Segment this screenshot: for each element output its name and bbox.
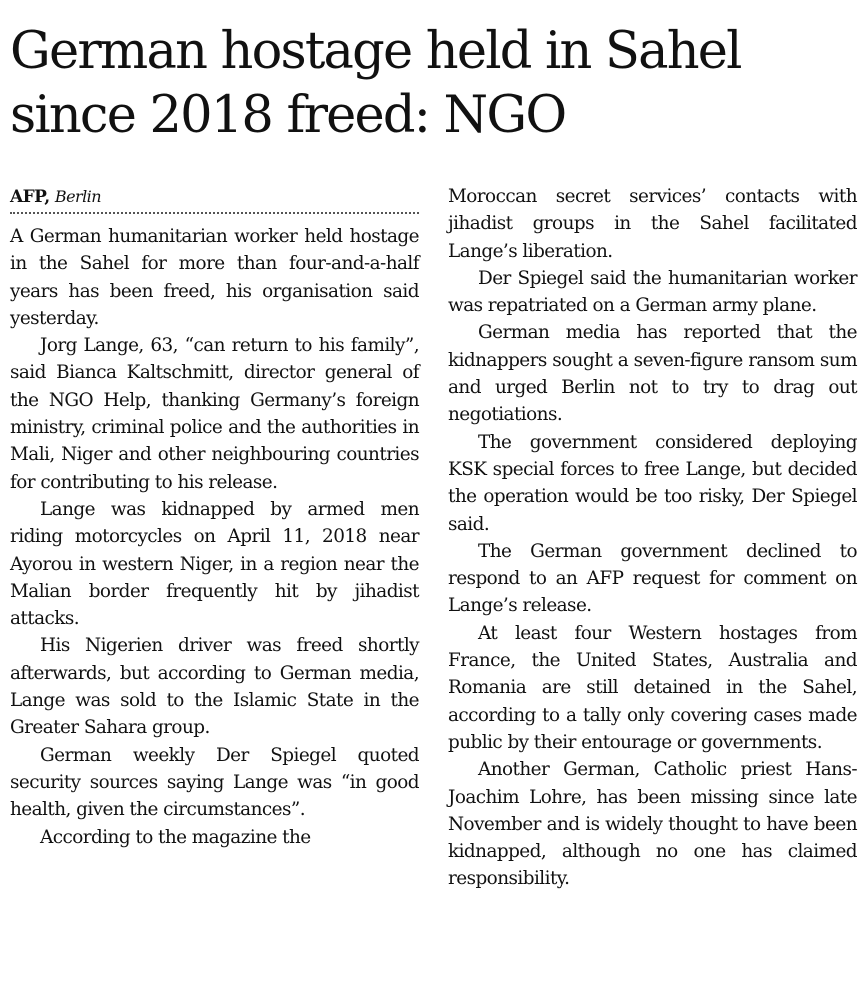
byline-dateline: Berlin [54,187,101,206]
paragraph: The German government declined to respond to an AFP request for comment on Lange’s release. [448,540,857,617]
paragraph: His Nigerien driver was freed shortly afterwards, but according to German media, Lange was sold to the Islamic State in the Greater Sahara group. [10,635,419,739]
paragraph-continued: Moroccan secret services’ contacts with jihadist groups in the Sahel facilitated Lange’s liberation. [448,186,857,262]
byline-agency: AFP [10,187,45,207]
paragraph: Another German, Catholic priest Hans-Joachim Lohre, has been missing since late November and is widely thought to have been kidnapped, although no one has claimed responsibility. [448,759,857,890]
byline [10,183,419,214]
article-column-right [448,183,857,893]
paragraph: Jorg Lange, 63, “can return to his family”, said Bianca Kaltschmitt, director general of the NGO Help, thanking Germany’s foreign ministry, criminal police and the authorities in Mali, Niger and other neighbouring countries for contributing to his release. [10,335,419,493]
headline: German hostage held in Sahel since 2018 freed: NGO [10,22,741,145]
byline-separator: , [44,187,50,207]
paragraph: The government considered deploying KSK special forces to free Lange, but decided the operation would be too risky, Der Spiegel said. [448,431,857,535]
paragraph: German weekly Der Spiegel quoted security sources saying Lange was “in good health, given the circumstances”. [10,744,419,821]
paragraph: According to the magazine the [40,826,311,848]
paragraph: German media has reported that the kidnappers sought a seven-figure ransom sum and urged Berlin not to try to drag out negotiations. [448,322,857,426]
article-column-left [10,183,419,851]
paragraph: Der Spiegel said the humanitarian worker was repatriated on a German army plane. [448,267,857,317]
paragraph: Lange was kidnapped by armed men riding motorcycles on April 11, 2018 near Ayorou in western Niger, in a region near the Malian border frequently hit by jihadist attacks. [10,498,419,630]
paragraph: A German humanitarian worker held hostage in the Sahel for more than four-and-a-half years has been freed, his organisation said yesterday. [10,226,419,329]
paragraph: At least four Western hostages from France, the United States, Australia and Romania are still detained in the Sahel, according to a tally only covering cases made public by their entourage or governments. [448,622,857,753]
